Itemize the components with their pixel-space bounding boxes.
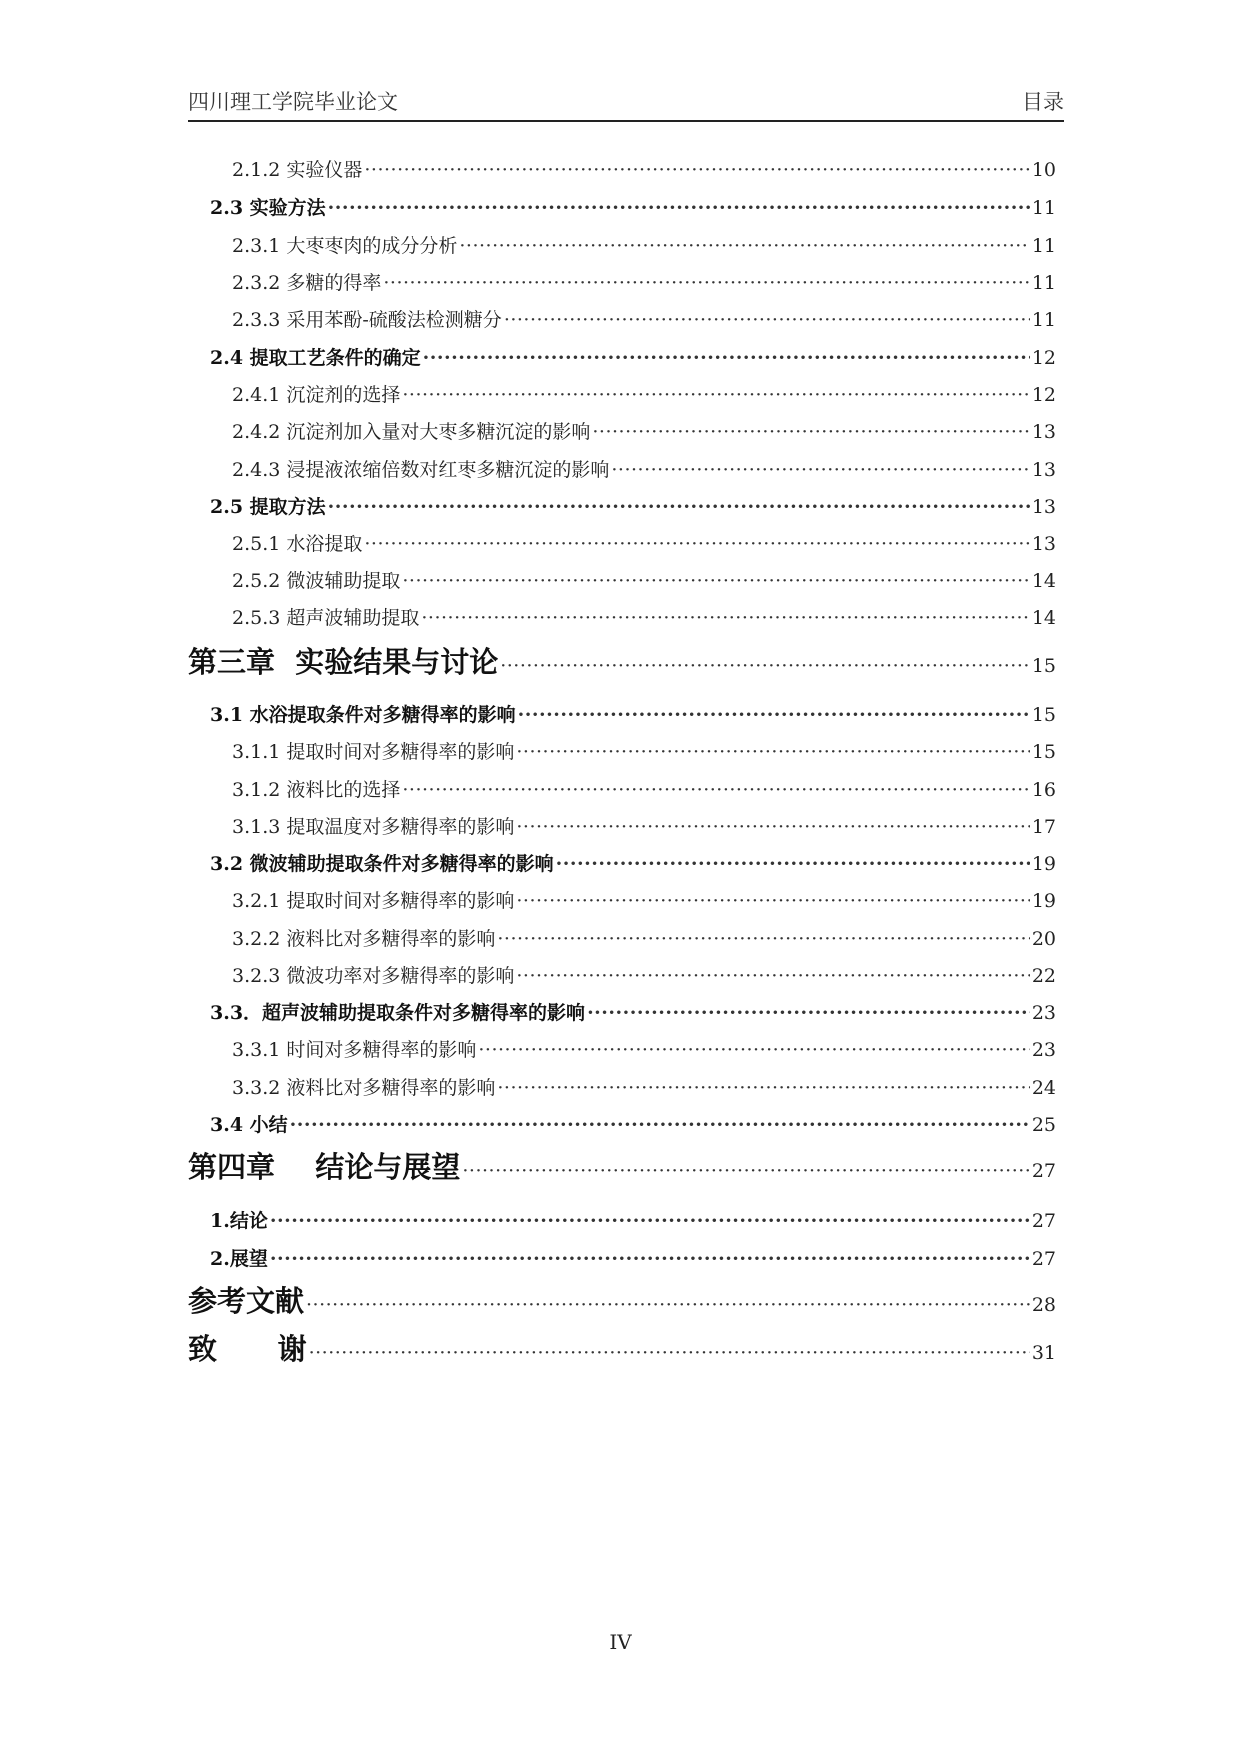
- toc-entry-title: 3.3．超声波辅助提取条件对多糖得率的影响: [210, 1002, 586, 1024]
- toc-leader-dots: [383, 272, 1029, 294]
- toc-entry-title: 2.4.3 浸提液浓缩倍数对红枣多糖沉淀的影响: [232, 459, 610, 481]
- toc-entry-page: 17: [1031, 816, 1056, 838]
- toc-entry-title: 3.1.1 提取时间对多糖得率的影响: [232, 741, 515, 763]
- toc-entry-page: 20: [1031, 928, 1056, 950]
- toc-leader-dots: [364, 533, 1029, 555]
- toc-chapter-entry[interactable]: [188, 1145, 1056, 1186]
- toc-entry-title: 2.3.2 多糖的得率: [232, 272, 382, 294]
- toc-entry-title: 2.5.2 微波辅助提取: [232, 570, 401, 592]
- toc-subsection-entry[interactable]: [188, 961, 1056, 988]
- toc-leader-dots: [421, 607, 1029, 629]
- toc-entry-title: 2.5.3 超声波辅助提取: [232, 607, 420, 629]
- toc-entry-page: 13: [1031, 533, 1056, 555]
- toc-leader-dots: [497, 928, 1029, 950]
- toc-leader-dots: [504, 309, 1030, 331]
- toc-subsection-entry[interactable]: [188, 380, 1056, 407]
- toc-entry-title: 3.2 微波辅助提取条件对多糖得率的影响: [210, 853, 554, 875]
- toc-entry-page: 31: [1031, 1342, 1056, 1364]
- toc-entry-title: 1.结论: [210, 1210, 268, 1232]
- toc-chapter-entry[interactable]: [188, 1327, 1056, 1368]
- toc-subsection-entry[interactable]: [188, 737, 1056, 764]
- toc-leader-dots: [402, 570, 1029, 592]
- toc-entry-page: 19: [1031, 890, 1056, 912]
- toc-entry-title: 2.展望: [210, 1248, 268, 1270]
- toc-leader-dots: [611, 459, 1029, 481]
- toc-entry-title: 3.2.1 提取时间对多糖得率的影响: [232, 890, 515, 912]
- toc-entry-page: 19: [1031, 853, 1056, 875]
- toc-subsection-entry[interactable]: [188, 775, 1056, 802]
- toc-section-entry[interactable]: [188, 700, 1056, 727]
- toc-subsection-entry[interactable]: [188, 1073, 1056, 1100]
- toc-leader-dots: [328, 496, 1030, 518]
- toc-subsection-entry[interactable]: [188, 231, 1056, 258]
- toc-entry-page: 28: [1031, 1294, 1056, 1316]
- toc-entry-page: 27: [1031, 1248, 1056, 1270]
- toc-subsection-entry[interactable]: [188, 566, 1056, 593]
- toc-entry-page: 27: [1031, 1210, 1056, 1232]
- toc-section-entry[interactable]: [188, 998, 1056, 1025]
- toc-entry-page: 22: [1031, 965, 1056, 987]
- toc-leader-dots: [516, 965, 1029, 987]
- toc-entry-title: 2.5.1 水浴提取: [232, 533, 363, 555]
- toc-entry-title: 3.2.2 液料比对多糖得率的影响: [232, 928, 496, 950]
- toc-subsection-entry[interactable]: [188, 1035, 1056, 1062]
- toc-entry-title: 3.1.2 液料比的选择: [232, 779, 401, 801]
- toc-chapter-entry[interactable]: [188, 1279, 1056, 1320]
- toc-subsection-entry[interactable]: [188, 886, 1056, 913]
- toc-entry-page: 11: [1031, 197, 1056, 219]
- toc-entry-page: 16: [1031, 779, 1056, 801]
- toc-subsection-entry[interactable]: [188, 603, 1056, 630]
- page-header: [188, 86, 1064, 122]
- toc-leader-dots: [462, 1160, 1029, 1182]
- toc-leader-dots: [497, 1077, 1029, 1099]
- toc-section-entry[interactable]: [188, 1244, 1056, 1271]
- toc-entry-page: 23: [1031, 1039, 1056, 1061]
- toc-entry-page: 13: [1031, 459, 1056, 481]
- toc-leader-dots: [270, 1210, 1030, 1232]
- toc-chapter-entry[interactable]: [188, 640, 1056, 681]
- toc-subsection-entry[interactable]: [188, 812, 1056, 839]
- toc-entry-page: 15: [1031, 741, 1056, 763]
- toc-subsection-entry[interactable]: [188, 529, 1056, 556]
- toc-entry-title: 3.2.3 微波功率对多糖得率的影响: [232, 965, 515, 987]
- toc-entry-page: 12: [1031, 347, 1056, 369]
- toc-entry-page: 10: [1031, 159, 1056, 181]
- toc-subsection-entry[interactable]: [188, 305, 1056, 332]
- toc-subsection-entry[interactable]: [188, 155, 1056, 182]
- toc-entry-page: 25: [1031, 1114, 1056, 1136]
- toc-entry-title: 3.3.1 时间对多糖得率的影响: [232, 1039, 477, 1061]
- toc-entry-title: 2.4 提取工艺条件的确定: [210, 347, 421, 369]
- toc-leader-dots: [270, 1248, 1030, 1270]
- toc-leader-dots: [592, 421, 1029, 443]
- toc-section-entry[interactable]: [188, 1206, 1056, 1233]
- toc-section-entry[interactable]: [188, 193, 1056, 220]
- toc-leader-dots: [402, 779, 1029, 801]
- toc-entry-page: 11: [1031, 272, 1056, 294]
- toc-entry-page: 24: [1031, 1077, 1056, 1099]
- toc-entry-title: 2.3.3 采用苯酚-硫酸法检测糖分: [232, 309, 502, 331]
- toc-leader-dots: [478, 1039, 1029, 1061]
- toc-entry-page: 12: [1031, 384, 1056, 406]
- toc-entry-page: 14: [1031, 570, 1056, 592]
- toc-leader-dots: [518, 704, 1030, 726]
- toc-entry-title: 3.1.3 提取温度对多糖得率的影响: [232, 816, 515, 838]
- toc-subsection-entry[interactable]: [188, 924, 1056, 951]
- toc-entry-page: 11: [1031, 235, 1056, 257]
- page-number: IV: [609, 1630, 632, 1654]
- toc-leader-dots: [364, 159, 1029, 181]
- toc-section-entry[interactable]: [188, 492, 1056, 519]
- toc-leader-dots: [423, 347, 1030, 369]
- toc-entry-title: 2.3 实验方法: [210, 197, 326, 219]
- toc-entry-page: 13: [1031, 421, 1056, 443]
- toc-entry-title: 第四章 结论与展望: [188, 1150, 461, 1184]
- toc-subsection-entry[interactable]: [188, 455, 1056, 482]
- toc-leader-dots: [328, 197, 1030, 219]
- toc-leader-dots: [516, 741, 1029, 763]
- toc-entry-page: 15: [1031, 655, 1056, 677]
- toc-entry-title: 致 谢: [188, 1332, 307, 1366]
- toc-entry-title: 参考文献: [188, 1284, 305, 1318]
- toc-leader-dots: [459, 235, 1029, 257]
- toc-section-entry[interactable]: [188, 849, 1056, 876]
- toc-entry-title: 3.1 水浴提取条件对多糖得率的影响: [210, 704, 516, 726]
- header-thesis-title: 四川理工学院毕业论文: [188, 90, 398, 114]
- toc-entry-title: 2.5 提取方法: [210, 496, 326, 518]
- toc-leader-dots: [402, 384, 1029, 406]
- toc-entry-title: 2.1.2 实验仪器: [232, 159, 363, 181]
- toc-leader-dots: [500, 655, 1030, 677]
- toc-entry-title: 3.3.2 液料比对多糖得率的影响: [232, 1077, 496, 1099]
- toc-entry-title: 第三章 实验结果与讨论: [188, 645, 499, 679]
- header-section-title: 目录: [1022, 90, 1064, 114]
- toc-entry-page: 11: [1031, 309, 1056, 331]
- toc-entry-page: 23: [1031, 1002, 1056, 1024]
- toc-leader-dots: [306, 1294, 1030, 1316]
- toc-entry-title: 2.4.2 沉淀剂加入量对大枣多糖沉淀的影响: [232, 421, 591, 443]
- toc-entry-title: 2.4.1 沉淀剂的选择: [232, 384, 401, 406]
- toc-entry-title: 3.4 小结: [210, 1114, 288, 1136]
- toc-section-entry[interactable]: [188, 343, 1056, 370]
- toc-section-entry[interactable]: [188, 1110, 1056, 1137]
- toc-leader-dots: [516, 816, 1029, 838]
- toc-entry-page: 14: [1031, 607, 1056, 629]
- toc-subsection-entry[interactable]: [188, 268, 1056, 295]
- toc-leader-dots: [516, 890, 1029, 912]
- toc-leader-dots: [556, 853, 1030, 875]
- toc-leader-dots: [309, 1342, 1030, 1364]
- toc-subsection-entry[interactable]: [188, 417, 1056, 444]
- toc-leader-dots: [290, 1114, 1030, 1136]
- toc-entry-page: 15: [1031, 704, 1056, 726]
- toc-entry-title: 2.3.1 大枣枣肉的成分分析: [232, 235, 458, 257]
- toc-entry-page: 27: [1031, 1160, 1056, 1182]
- toc-leader-dots: [587, 1002, 1030, 1024]
- toc-entry-page: 13: [1031, 496, 1056, 518]
